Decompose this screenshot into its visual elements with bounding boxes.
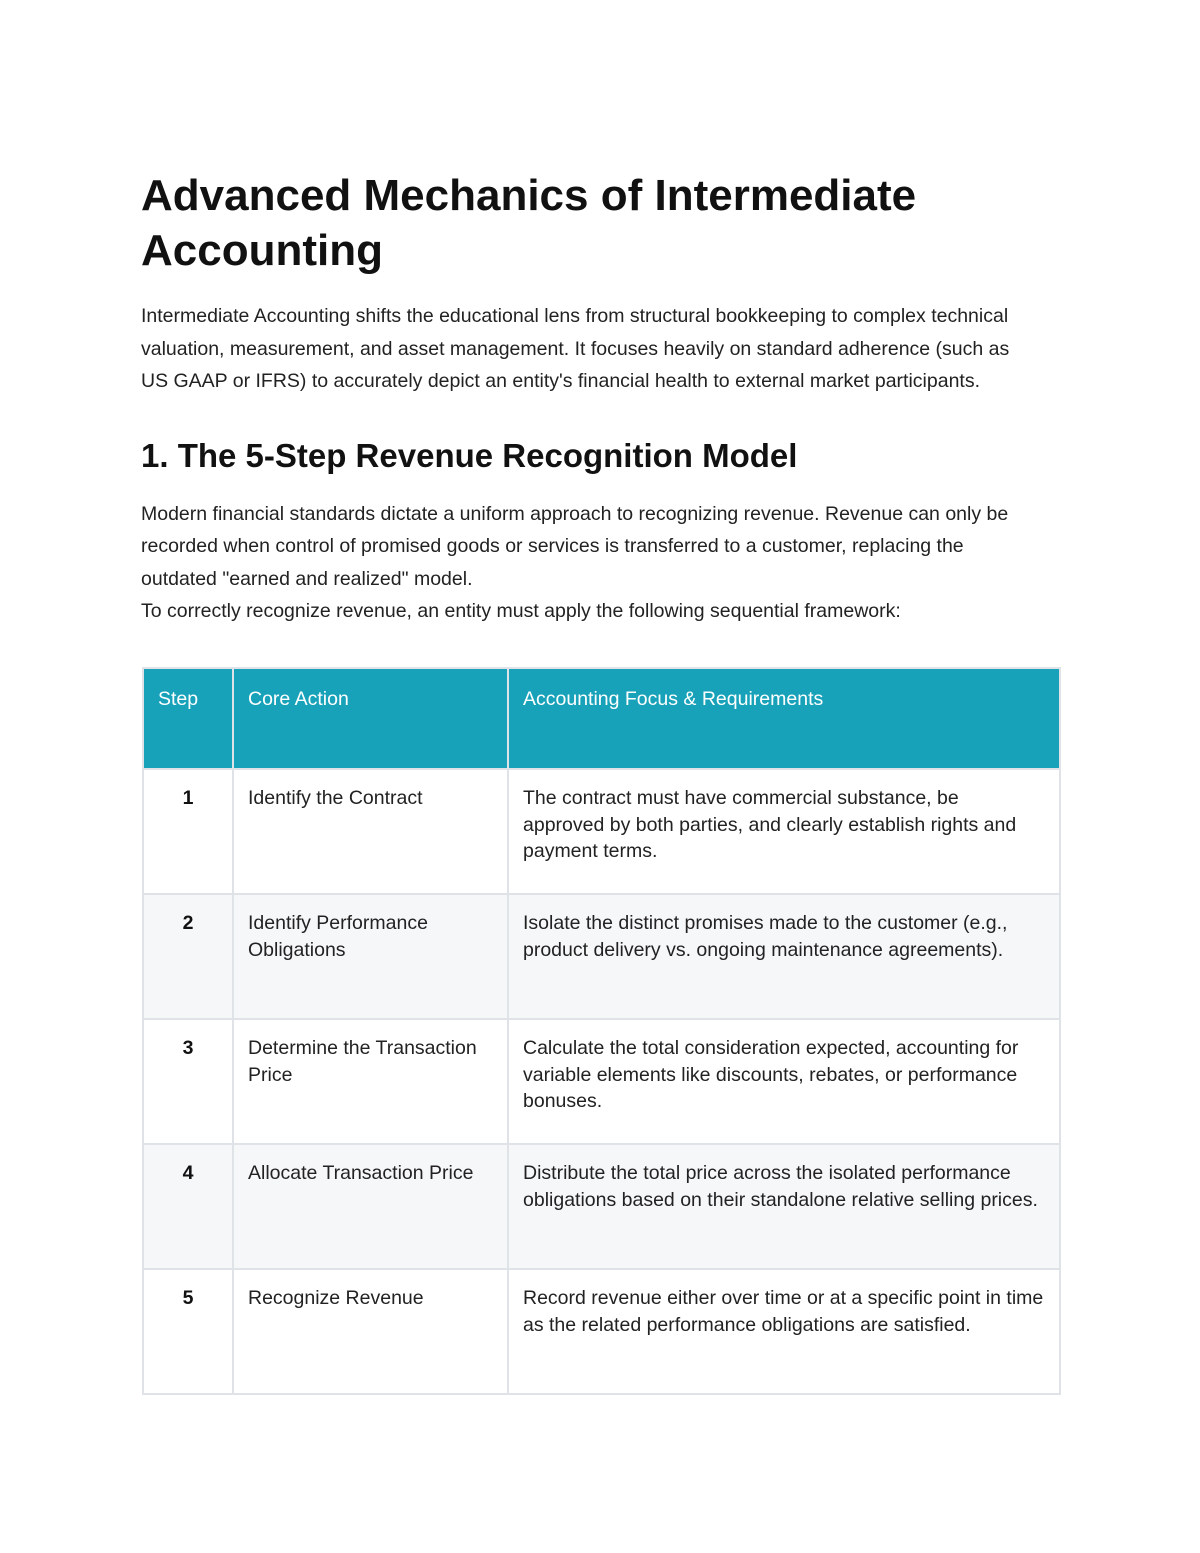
document-title: Advanced Mechanics of Intermediate Accounting	[141, 171, 917, 275]
core-action: Allocate Transaction Price	[233, 1144, 508, 1269]
accounting-focus: Isolate the distinct promises made to the customer (e.g., product delivery vs. ongoing maintenance agreements).	[508, 894, 1060, 1019]
document-page	[141, 168, 1059, 628]
accounting-focus: The contract must have commercial substance, be approved by both parties, and clearly establish rights and payment terms.	[508, 769, 1060, 894]
header-core-action: Core Action	[233, 668, 508, 769]
step-number: 4	[143, 1144, 233, 1269]
step-number: 1	[143, 769, 233, 894]
section-paragraph-2: To correctly recognize revenue, an entity must apply the following sequential framework:	[141, 600, 901, 622]
step-number: 2	[143, 894, 233, 1019]
intro-paragraph: Intermediate Accounting shifts the educational lens from structural bookkeeping to complex technical valuation, measurement, and asset management. It focuses heavily on standard adherence (such as US GAAP or IFRS) to accurately depict an entity's financial health to external market participants.	[141, 305, 1010, 392]
table-row	[143, 769, 1060, 894]
accounting-focus: Record revenue either over time or at a specific point in time as the related performance obligations are satisfied.	[508, 1269, 1060, 1394]
table-row	[143, 894, 1060, 1019]
step-number: 3	[143, 1019, 233, 1144]
table-row	[143, 1019, 1060, 1144]
step-number: 5	[143, 1269, 233, 1394]
accounting-focus: Distribute the total price across the isolated performance obligations based on their standalone relative selling prices.	[508, 1144, 1060, 1269]
core-action: Recognize Revenue	[233, 1269, 508, 1394]
section-paragraph-1: Modern financial standards dictate a uniform approach to recognizing revenue. Revenue can only be recorded when control of promised goods or services is transferred to a customer, replacing the outdated "earned and realized" model.	[141, 502, 1009, 590]
header-accounting-focus: Accounting Focus & Requirements	[508, 668, 1060, 769]
core-action: Identify the Contract	[233, 769, 508, 894]
header-step: Step	[143, 668, 233, 769]
core-action: Determine the Transaction Price	[233, 1019, 508, 1144]
accounting-focus: Calculate the total consideration expected, accounting for variable elements like discounts, rebates, or performance bonuses.	[508, 1019, 1060, 1144]
revenue-steps-table	[142, 667, 1061, 1395]
table-header-row	[143, 668, 1060, 769]
section-heading: 1. The 5-Step Revenue Recognition Model	[141, 436, 798, 474]
table-row	[143, 1269, 1060, 1394]
table-row	[143, 1144, 1060, 1269]
core-action: Identify Performance Obligations	[233, 894, 508, 1019]
